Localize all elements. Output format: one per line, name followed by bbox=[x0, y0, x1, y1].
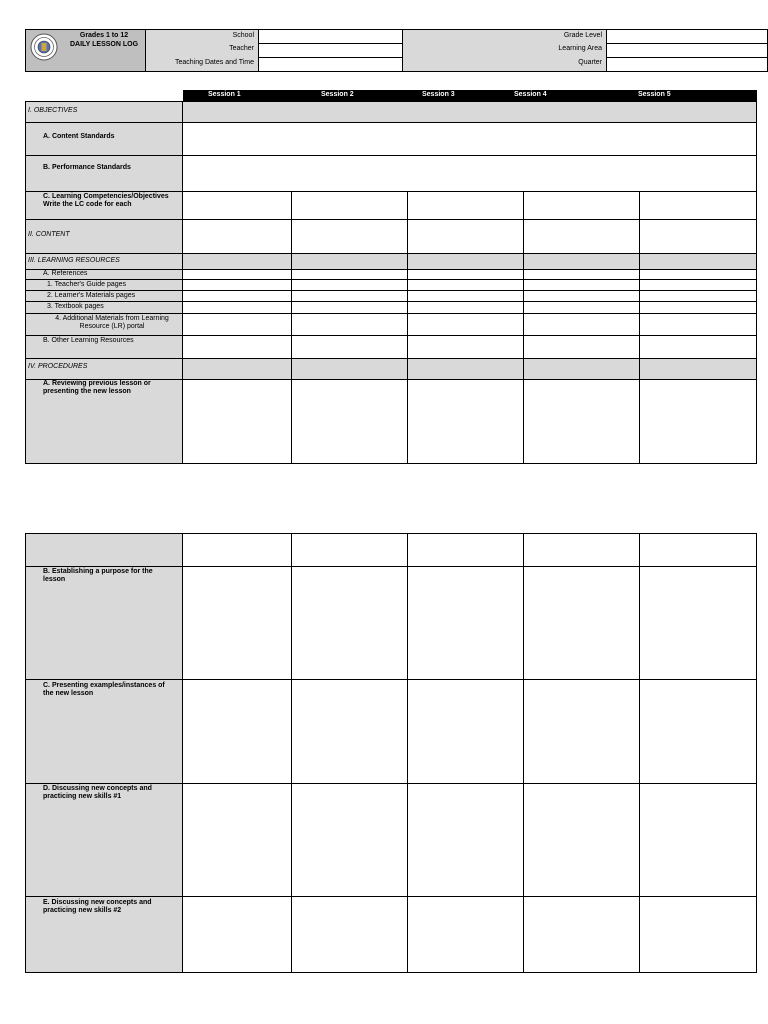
discussing-concepts-2-label: E. Discussing new concepts and practicing new skills #2 bbox=[43, 899, 152, 914]
additional-materials-label: 4. Additional Materials from Learning Resource (LR) portal bbox=[55, 315, 169, 330]
procedures-heading: IV. PROCEDURES bbox=[28, 363, 88, 370]
session-2-header: Session 2 bbox=[321, 91, 354, 98]
grade-level-field[interactable] bbox=[606, 29, 768, 44]
references-label: A. References bbox=[43, 270, 88, 277]
textbook-label: 3. Textbook pages bbox=[47, 303, 104, 310]
session-1-header: Session 1 bbox=[208, 91, 241, 98]
quarter-field[interactable] bbox=[606, 57, 768, 72]
grade-level-label: Grade Level bbox=[563, 32, 602, 39]
presenting-examples-label: C. Presenting examples/instances of the new lesson bbox=[43, 682, 165, 697]
learning-area-field[interactable] bbox=[606, 43, 768, 58]
discussing-concepts-1-label: D. Discussing new concepts and practicing new skills #1 bbox=[43, 785, 152, 800]
session-3-header: Session 3 bbox=[422, 91, 455, 98]
quarter-label: Quarter bbox=[578, 59, 602, 66]
teaching-dates-field[interactable] bbox=[258, 57, 403, 72]
teacher-label: Teacher bbox=[229, 45, 254, 52]
teachers-guide-label: 1. Teacher's Guide pages bbox=[47, 281, 127, 288]
learners-materials-label: 2. Learner's Materials pages bbox=[47, 292, 136, 299]
competencies-label: C. Learning Competencies/Objectives Write the LC code for each bbox=[43, 193, 169, 208]
other-resources-label: B. Other Learning Resources bbox=[43, 337, 134, 344]
session-5-header: Session 5 bbox=[638, 91, 671, 98]
header-title-line1: Grades 1 to 12 bbox=[79, 32, 129, 39]
session-4-header: Session 4 bbox=[514, 91, 547, 98]
content-standards-label: A. Content Standards bbox=[43, 133, 115, 140]
learning-area-label: Learning Area bbox=[558, 45, 602, 52]
content-heading: II. CONTENT bbox=[28, 231, 70, 238]
school-label: School bbox=[232, 32, 254, 39]
lesson-table-page1 bbox=[25, 101, 757, 464]
teaching-dates-label: Teaching Dates and Time bbox=[175, 59, 254, 66]
teacher-field[interactable] bbox=[258, 43, 403, 58]
school-field[interactable] bbox=[258, 29, 403, 44]
objectives-heading: I. OBJECTIVES bbox=[28, 107, 78, 114]
lesson-table-page2 bbox=[25, 533, 757, 973]
reviewing-label: A. Reviewing previous lesson or presenting the new lesson bbox=[43, 380, 151, 395]
establishing-purpose-label: B. Establishing a purpose for the lesson bbox=[43, 568, 153, 583]
performance-standards-label: B. Performance Standards bbox=[43, 164, 131, 171]
deped-seal-icon bbox=[30, 33, 58, 61]
header-title-line2: DAILY LESSON LOG bbox=[69, 41, 139, 48]
learning-resources-heading: III. LEARNING RESOURCES bbox=[28, 257, 120, 264]
